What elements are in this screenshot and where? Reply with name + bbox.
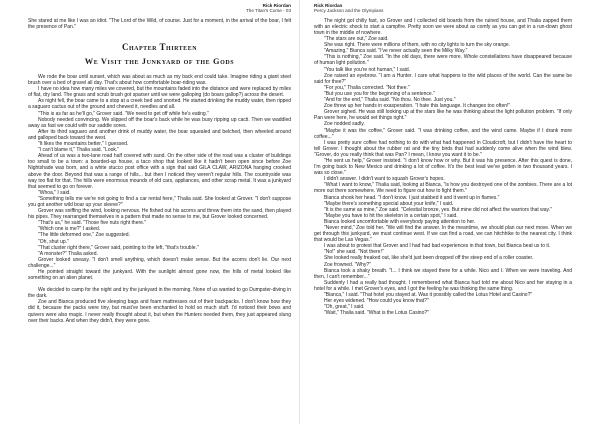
right-body — [314, 18, 572, 317]
paragraph: We decided to camp for the night and try the junkyard in the morning. None of us wanted to go Dumpster-diving in the dark. — [28, 287, 291, 300]
paragraph: As night fell, the boar came to a stop at a creek bed and snorted. He started drinking the muddy water, then ripped a saguaro cactus out of the ground and chewed it, needles and all. — [28, 98, 291, 111]
paragraph: "Oh, great," I said. — [324, 304, 365, 311]
paragraph: I didn't answer. I didn't want to squash Grover's hopes. — [324, 176, 445, 183]
paragraph: She looked really freaked out, like she'd just been dropped off the steep end of a roller coaster. — [324, 255, 534, 262]
paragraph: "Something tells me we're not going to find a car rental here," Thalia said. She looked at Grover. "I don't suppose you got another wild boar up your sleeve?" — [28, 195, 291, 208]
paragraph: "That cluster right there," Grover said, pointing to the left, "that's trouble." — [38, 244, 199, 251]
chapter-title: We Visit the Junkyard of the Gods — [84, 57, 235, 66]
paragraph: Zoe frowned. "Why?" — [324, 261, 371, 268]
paragraph: Her eyes widened. "How could you know that?" — [324, 298, 429, 305]
right-paragraphs — [314, 18, 572, 317]
paragraph: "Which one is me?" I asked. — [38, 226, 101, 233]
left-closing-paragraphs — [28, 287, 291, 324]
left-header-subtitle: The Titan's Curse - 03 — [245, 8, 291, 14]
paragraph: "I can't blame it," Thalia said. "Look." — [38, 147, 120, 154]
paragraph: "Never mind," Zoe told her. "We will find the answer. In the meantime, we should plan our next move. When we get through this junkyard, we must continue west. If we can find a road, we can hitchhike to the nearest city. I think that would be Las Vegas." — [314, 225, 572, 244]
paragraph: "Bianca," I said. "That hotel you stayed at. Was it possibly called the Lotus Hotel and Casino?" — [324, 292, 533, 299]
paragraph: Zoe raised an eyebrow. "I am a Hunter. I care what happens to the wild places of the world. Can the same be said for thee?" — [314, 72, 572, 85]
paragraph: Bianca shook her head. "I don't know. I just stabbed it and it went up in flames." — [324, 194, 500, 201]
paragraph: "Maybe you have to hit the skeleton in a certain spot," I said. — [324, 212, 458, 219]
paragraph: We rode the boar until sunset, which was about as much as my back end could take. Imagine riding a giant steel brush over a bed of gravel all day. That's about how comfortable boar-riding was. — [28, 74, 291, 87]
paragraph: I have no idea how many miles we covered, but the mountains faded into the distance and were replaced by miles of flat, dry land. The grass and scrub brush got sparser until we were galloping (do boars gallop?) across the desert. — [28, 86, 291, 99]
paragraph: Grover looked uneasy. "I don't smell anything, which doesn't make sense. But the acorns don't lie. Our next challenge..." — [28, 256, 291, 269]
chapter-number: Chapter Thirteen — [121, 42, 198, 52]
left-running-head — [28, 3, 291, 14]
right-running-head — [314, 3, 572, 14]
paragraph: I was pretty sure coffee had nothing to do with what had happened in Cloudcroft, but I didn't have the heart to tell Grover. I thought about the rubber rat and the tiny birds that had suddenly come alive when the wind blew. "Grover, do you really think that was Pan? I mean, I know you want it to be." — [314, 139, 572, 158]
left-header-author: Rick Riordan — [262, 3, 291, 8]
paragraph: "And for the end," Thalia said. "No thou. No thee. Just you." — [324, 97, 456, 104]
paragraph: After its third saguaro and another drink of muddy water, the boar squealed and belched, then wheeled around and galloped back toward the west. — [28, 128, 291, 141]
paragraph: "Wait," Thalia said. "What is the Lotus Casino?" — [324, 310, 429, 317]
left-body — [28, 18, 291, 324]
paragraph: Grover sighed. He was still looking up at the stars like he was thinking about the light pollution problem. "If only Pan were here, he would set things right." — [314, 109, 572, 122]
paragraph: Zoe nodded sadly. — [324, 121, 365, 128]
left-paragraphs — [28, 74, 291, 281]
paragraph: Suddenly I had a really bad thought. I remembered what Bianca had told me about Nico and her staying in a hotel for a while. I met Grover's eyes, and I got the feeling he was thinking the same thing. — [314, 279, 572, 292]
paragraph: "For you," Thalia corrected. "Not thee." — [324, 84, 410, 91]
paragraph: Grover was sniffing the wind, looking nervous. He fished out his acorns and threw them into the sand, then played his pipes. They rearranged themselves in a pattern that made no sense to me, but Grover looked concerned. — [28, 208, 291, 221]
paragraph: Nobody needed convincing. We slipped off the boar's back while he was busy ripping up cacti. Then we waddled away as fast we could with our saddle sores. — [28, 116, 291, 129]
paragraph: "What I want to know," Thalia said, looking at Bianca, "is how you destroyed one of the zombies. There are a lot more out there somewhere. We need to figure out how to fight them." — [314, 182, 572, 195]
paragraph: "Whoa," I said. — [38, 189, 71, 196]
paragraph: "No!" she said. "Not there!" — [324, 249, 384, 256]
paragraph: Zoe threw up her hands in exasperation. "I hate this language. It changes too often!" — [324, 103, 511, 110]
paragraph: "You talk like you're not human," I said. — [324, 66, 411, 73]
paragraph: "Oh, shut up." — [38, 238, 69, 245]
paragraph: "This is as far as he'll go," Grover said. "We need to get off while he's eating." — [38, 110, 209, 117]
paragraph: He pointed straight toward the junkyard. With the sunlight almost gone now, the hills of metal looked like something on an alien planet. — [28, 269, 291, 282]
paragraph: "A monster?" Thalia asked. — [38, 250, 98, 257]
paragraph: The night got chilly fast, so Grover and I collected old boards from the ruined house, and Thalia zapped them with an electric shock to start a campfire. Pretty soon we were about as comfy as you can get in a run-down ghost town in the middle of nowhere. — [314, 17, 572, 36]
right-page — [300, 0, 600, 424]
paragraph: "It likes the mountains better," I guessed. — [38, 141, 129, 148]
paragraph: Bianca took a shaky breath. "I... I think we stayed there for a while. Nico and I. When we were traveling. And then, I can't remember..." — [314, 267, 572, 280]
paragraph: "Amazing," Bianca said. "I've never actually seen the Milky Way." — [324, 48, 468, 55]
paragraph: I was about to protest that Grover and I had had bad experiences in that town, but Bianca beat us to it. — [324, 243, 551, 250]
opening-paragraph: She stared at me like I was an idiot. "The Lord of the Wild, of course. Just for a moment, in the arrival of the boar, I felt the presence of Pan." — [28, 17, 291, 30]
paragraph: Bianca looked uncomfortable with everybody paying attention to her. — [324, 218, 476, 225]
right-header-subtitle: Percy Jackson and the Olympians — [314, 8, 384, 14]
paragraph: "That's us," he said. "Those five nuts right there." — [38, 220, 147, 227]
paragraph: "He sent us help," Grover insisted. "I don't know how or why. But it was his presence. After this quest is done, I'm going back to New Mexico and drinking a lot of coffee. It's the best lead we've gotten in two thousand years. I was so close." — [314, 157, 572, 177]
paragraph: "But you use you for the beginning of a sentence." — [324, 90, 435, 97]
paragraph: "The stars are out," Zoe said. — [324, 36, 389, 43]
paragraph: She was right. There were millions of them, with no city lights to turn the sky orange. — [324, 42, 511, 49]
paragraph: Zoe and Bianca produced five sleeping bags and foam mattresses out of their backpacks. I don't know how they did it, because the packs were tiny, but must've been enchanted to hold so much stuff. I'd noticed their bows and quivers were also magic. I never really thought about it, but when the Hunters needed them, they just appeared slung over their backs. And when they didn't, they were gone. — [28, 299, 291, 324]
paragraph: "The little deformed one," Zoe suggested. — [38, 232, 130, 239]
paragraph: "Maybe there's something special about your knife," I said. — [324, 200, 454, 207]
right-header-author: Rick Riordan — [314, 3, 343, 8]
paragraph: "It is the same as mine," Zoe said. "Celestial bronze, yes. But mine did not affect the warriors that way." — [324, 206, 552, 213]
paragraph: "This is nothing," Zoe said. "In the old days, there were more. Whole constellations have disappeared because of human light pollution." — [314, 54, 572, 67]
paragraph: "Maybe it was the coffee," Grover said. "I was drinking coffee, and the wind came. Maybe if I drank more coffee..." — [314, 127, 572, 140]
paragraph: Ahead of us was a two-lane road half covered with sand. On the other side of the road was a cluster of buildings too small to be a town: a boarded-up house, a taco shop that looked like it hadn't been open since before Zoe Nightshade was born, and a white stucco post office with a sign that said GILA CLAW, ARIZONA hanging crooked above the door. Beyond that was a range of hills... but then I noticed they weren't regular hills. The countryside was way too flat for that. The hills were enormous mounds of old cars, appliances, and other scrap metal. It was a junkyard that seemed to go on forever. — [28, 153, 291, 190]
